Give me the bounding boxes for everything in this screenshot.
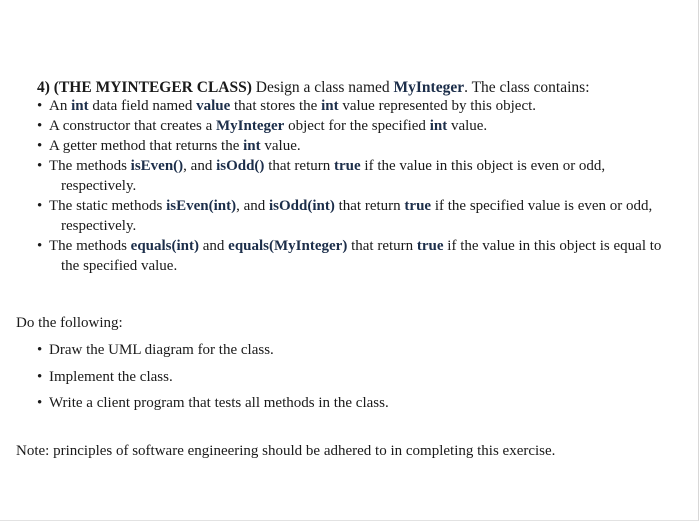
list-item (37, 196, 697, 236)
list-item (37, 236, 697, 276)
note-text: Note: principles of software engineering should be adhered to in completing this exercise. (16, 443, 556, 459)
bullet: • (37, 158, 43, 174)
class-name: MyInteger (393, 79, 465, 96)
todo-list (37, 340, 389, 420)
text: value. (260, 138, 301, 154)
text: if the specified value is even or odd, (431, 198, 653, 214)
text: that stores the (230, 98, 322, 114)
text: A getter method that returns the (49, 138, 244, 154)
continuation-text: respectively. (61, 218, 137, 234)
keyword: isEven(int) (166, 198, 237, 214)
keyword: int (71, 98, 89, 114)
text: The static methods (49, 198, 167, 214)
bullet: • (37, 342, 43, 358)
list-item (37, 340, 389, 367)
keyword: int (243, 138, 261, 154)
text: A constructor that creates a (49, 118, 217, 134)
list-item (37, 156, 697, 196)
question-intro: Design a class named (255, 79, 390, 96)
keyword: true (404, 198, 432, 214)
keyword: isEven() (130, 158, 184, 174)
list-item (37, 367, 389, 394)
keyword: isOdd() (216, 158, 265, 174)
bullet: • (37, 198, 43, 214)
bullet: • (37, 98, 43, 114)
text: value represented by this object. (338, 98, 537, 114)
requirements-list (37, 96, 697, 276)
text: that return (347, 238, 417, 254)
keyword: MyInteger (216, 118, 285, 134)
text: object for the specified (284, 118, 430, 134)
todo-item-text: Write a client program that tests all methods in the class. (49, 395, 389, 411)
keyword: equals(int) (130, 238, 199, 254)
text: The methods (49, 158, 131, 174)
question-heading (37, 78, 590, 97)
keyword: true (334, 158, 361, 174)
text: if the value in this object is even or odd, (360, 158, 606, 174)
bullet: • (37, 368, 43, 385)
keyword: int (429, 118, 448, 134)
text: An (49, 98, 72, 114)
keyword: value (196, 98, 231, 114)
list-item (37, 116, 697, 136)
bullet: • (37, 118, 43, 134)
todo-item-text: Implement the class. (49, 368, 173, 385)
keyword: equals(MyInteger) (228, 238, 348, 254)
question-tag: (THE MYINTEGER CLASS) (53, 79, 252, 96)
bullet: • (37, 395, 43, 411)
bullet: • (37, 238, 43, 254)
text: The methods (49, 238, 131, 254)
continuation-text: respectively. (61, 178, 137, 194)
list-item (37, 136, 697, 156)
keyword: isOdd(int) (269, 198, 335, 214)
keyword: true (416, 238, 444, 254)
text: if the value in this object is equal to (443, 238, 662, 254)
question-number: 4) (37, 79, 50, 96)
text: that return (334, 198, 405, 214)
keyword: int (321, 98, 339, 114)
text: value. (447, 118, 488, 134)
bullet: • (37, 138, 43, 154)
list-item (37, 393, 389, 420)
continuation-text: the specified value. (61, 258, 178, 274)
text: that return (264, 158, 334, 174)
list-item (37, 96, 697, 116)
text: , and (183, 158, 217, 174)
question-intro-end: . The class contains: (464, 79, 590, 96)
todo-item-text: Draw the UML diagram for the class. (49, 342, 274, 358)
text: , and (236, 198, 269, 214)
text: data field named (88, 98, 197, 114)
todo-heading: Do the following: (16, 315, 123, 331)
text: and (199, 238, 229, 254)
